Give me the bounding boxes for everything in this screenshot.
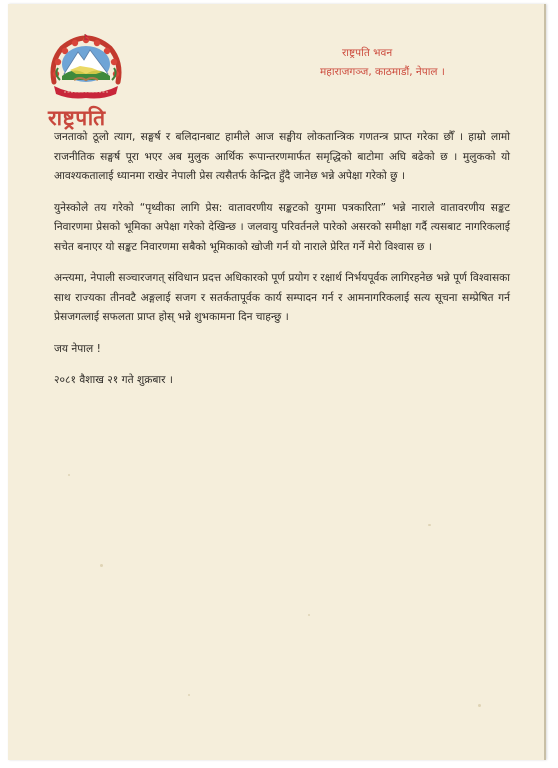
letter-body [54,128,510,403]
nepal-coat-of-arms-icon [44,34,128,104]
paper-speck [188,694,190,696]
paper-speck [100,564,103,567]
paper-speck [68,474,70,476]
paper-speck [308,614,310,616]
paper-speck [428,524,431,526]
letter-date: २०८१ वैशाख २१ गते शुक्रबार । [54,374,173,386]
body-paragraph-2: युनेस्कोले तय गरेको “पृथ्वीका लागि प्रेस: वातावरणीय सङ्कटको युगमा पत्रकारिता” भन्ने नाराले वातावरणीय सङ्कट निवारणमा प्रेसको भूमिका अपेक्षा गरेको देखिन्छ । जलवायु परिवर्तनले पारेको असरको समीक्षा गर्दै त्यसबाट नागरिकलाई सचेत बनाएर यो सङ्कट निवारणमा सबैको भूमिकाको खोजी गर्न यो नाराले प्रेरित गर्ने मेरो विश्वास छ । [54,201,510,253]
address-line-city: महाराजगञ्ज, काठमाडौं, नेपाल । [320,66,445,78]
letter-page [8,4,546,760]
letterhead-address [320,44,520,82]
body-paragraph-3: अन्त्यमा, नेपाली सञ्चारजगत् संविधान प्रदत्त अधिकारको पूर्ण प्रयोग र रक्षार्थ निर्भयपूर्वक लागिरहनेछ भन्ने पूर्ण विश्वासका साथ राज्यका तीनवटै अङ्गलाई सजग र सतर्कतापूर्वक कार्य सम्पादन गर्न र आमनागरिकलाई सत्य सूचना सम्प्रेषित गर्न प्रेसजगत्लाई सफलता प्राप्त होस् भन्ने शुभकामना दिन चाहन्छु । [54,272,510,323]
office-title: राष्ट्रपति [48,106,106,130]
closing-salutation: जय नेपाल ! [54,342,101,355]
paper-speck [478,704,481,707]
address-line-building: राष्ट्रपति भवन [342,47,393,59]
body-paragraph-1: जनताको ठूलो त्याग, सङ्घर्ष र बलिदानबाट हामीले आज सङ्घीय लोकतान्त्रिक गणतन्त्र प्राप्त गरेका छौँ । हाम्रो लामो राजनीतिक सङ्घर्ष पूरा भएर अब मुलुक आर्थिक रूपान्तरणमार्फत समृद्धिको बाटोमा अघि बढेको छ । मुलुकको यो आवश्यकतालाई ध्यानमा राखेर नेपाली प्रेस त्यसैतर्फ केन्द्रित हुँदै जानेछ भन्ने अपेक्षा गरेको छु । [54,131,510,182]
